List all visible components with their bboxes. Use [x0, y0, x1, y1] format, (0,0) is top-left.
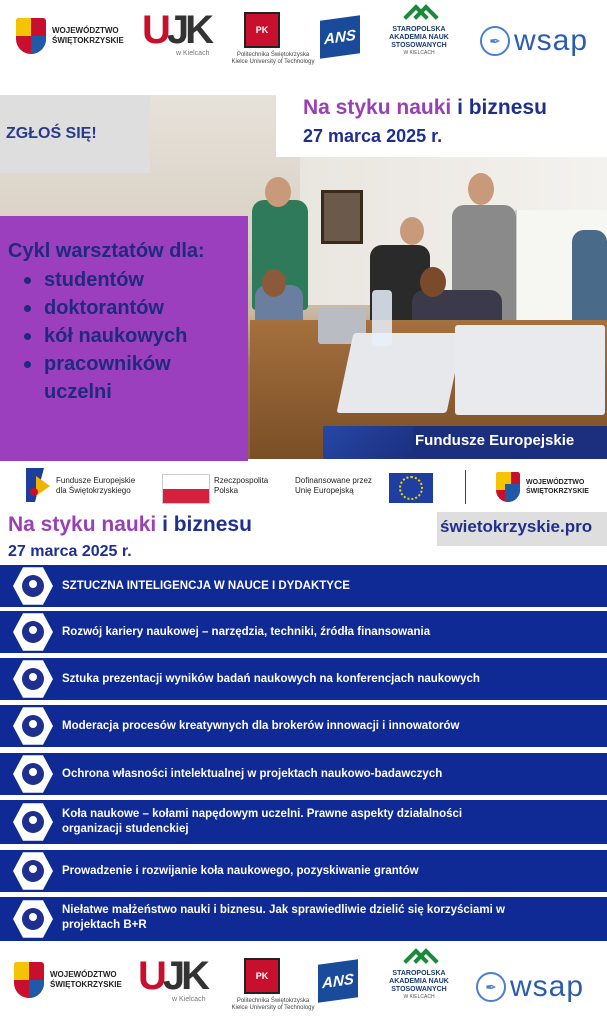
hero-title	[303, 96, 547, 120]
ujk-sub-label: w Kielcach	[172, 996, 206, 1003]
hero-date: 27 marca 2025 r.	[303, 126, 443, 146]
ujk-mark-icon: UJK	[142, 8, 211, 52]
ujk-sub-label: w Kielcach	[176, 50, 210, 57]
fe-line1: Fundusze Europejskie	[56, 476, 136, 485]
eu-flag-icon	[389, 473, 433, 503]
photo-head	[262, 269, 286, 297]
photo-laptop	[336, 333, 463, 413]
wojewodztwo-label: WOJEWÓDZTWO ŚWIĘTOKRZYSKIE	[52, 26, 124, 45]
photo-painting	[321, 190, 363, 244]
wojewodztwo-logo	[14, 962, 128, 998]
website-link[interactable]: świetokrzyskie.pro	[440, 517, 593, 536]
wojewodztwo-logo	[16, 18, 130, 54]
workshop-title: Rozwój kariery naukowej – narzędzia, techniki, źródła finansowania	[62, 626, 431, 638]
ue-logo-text	[295, 476, 372, 496]
pen-icon: ✒	[480, 26, 510, 56]
ujk-mark-icon: UJK	[138, 954, 207, 998]
fe-line2: dla Świętokrzyskiego	[56, 486, 131, 495]
ans-logo	[320, 18, 360, 56]
workshop-title: Prowadzenie i rozwijanie koła naukowego, pozyskiwanie grantów	[62, 865, 419, 877]
workshop-title: Koła naukowe – kołami napędowym uczelni. Prawne aspekty działalności organizacji studenckiej	[62, 808, 463, 835]
pk-icon: PK	[244, 12, 280, 48]
workshop-title: Sztuka prezentacji wyników badań naukowych na konferencjach naukowych	[62, 673, 480, 685]
rp-line1: Rzeczpospolita	[214, 476, 269, 485]
section-title	[8, 513, 252, 537]
ansk-sub-label: W KIELCACH	[403, 50, 435, 56]
ansk-logo	[376, 950, 462, 1000]
audience-item: kół naukowych	[22, 322, 187, 350]
wsap-label: wsap	[514, 24, 589, 57]
photo-head	[420, 267, 446, 297]
photo-head	[468, 173, 494, 205]
ans-icon: ANS	[320, 15, 360, 59]
ans-logo	[318, 962, 358, 1000]
crest-icon	[496, 472, 520, 502]
top-logo-bar	[0, 0, 607, 86]
ansk-logo	[376, 6, 462, 56]
stars-icon	[323, 426, 413, 459]
ansk-mark-icon	[399, 6, 439, 26]
ue-line1: Dofinansowane przez	[295, 476, 372, 485]
ans-icon: ANS	[318, 959, 358, 1003]
cta-label: ZGŁOŚ SIĘ!	[6, 125, 97, 142]
workshop-title: SZTUCZNA INTELIGENCJA W NAUCE I DYDAKTYCE	[62, 580, 350, 592]
section-date: 27 marca 2025 r.	[8, 543, 132, 560]
politechnika-logo	[231, 958, 315, 1011]
audience-heading: Cykl warsztatów dla:	[8, 240, 205, 262]
politechnika-label: Politechnika Świętokrzyska Kielce University of Technology	[231, 52, 315, 65]
fe-logo-icon	[26, 468, 50, 502]
workshop-title: Moderacja procesów kreatywnych dla brokerów innowacji i innowatorów	[62, 720, 460, 732]
fe-logo-text	[56, 476, 135, 496]
photo-head	[265, 177, 291, 207]
ansk-label: STAROPOLSKA AKADEMIA NAUK STOSOWANYCH	[389, 970, 449, 993]
photo-bottle	[372, 290, 392, 346]
pk-icon: PK	[244, 958, 280, 994]
ansk-label: STAROPOLSKA AKADEMIA NAUK STOSOWANYCH	[389, 26, 449, 49]
ansk-mark-icon	[399, 950, 439, 970]
wsap-logo	[476, 970, 584, 1004]
hero-title-part2: i biznesu	[457, 96, 547, 119]
workshop-title: Ochrona własności intelektualnej w projektach naukowo-badawczych	[62, 768, 443, 780]
photo-laptop	[455, 325, 605, 415]
politechnika-label: Politechnika Świętokrzyska Kielce University of Technology	[231, 998, 315, 1011]
audience-item: pracowników uczelni	[22, 350, 184, 406]
audience-list	[22, 266, 187, 406]
rp-logo-text	[214, 476, 268, 496]
hero-title-part1: Na styku nauki	[303, 96, 458, 119]
bottom-logo-bar	[0, 942, 607, 1024]
section-title-part1: Na styku nauki	[8, 513, 163, 536]
fundusze-label: Fundusze Europejskie	[415, 432, 575, 449]
ujk-logo	[138, 954, 207, 1003]
workshop-title: Niełatwe małżeństwo nauki i biznesu. Jak sprawiedliwie dzielić się korzyściami w projektach B+R	[62, 904, 505, 931]
poland-flag-icon	[162, 474, 210, 504]
audience-item: studentów	[22, 266, 187, 294]
wsap-label: wsap	[510, 970, 585, 1003]
ujk-logo	[142, 8, 211, 57]
wsap-logo	[480, 24, 588, 58]
photo-head	[400, 217, 424, 245]
ue-line2: Unię Europejską	[295, 486, 354, 495]
rp-line2: Polska	[214, 486, 239, 495]
wojewodztwo-logo-small	[496, 472, 592, 502]
crest-icon	[16, 18, 46, 54]
funding-divider	[465, 470, 466, 504]
wojewodztwo-small-label: WOJEWÓDZTWO ŚWIĘTOKRZYSKIE	[526, 479, 589, 495]
wojewodztwo-label: WOJEWÓDZTWO ŚWIĘTOKRZYSKIE	[50, 970, 122, 989]
ansk-sub-label: W KIELCACH	[403, 994, 435, 1000]
crest-icon	[14, 962, 44, 998]
audience-item: doktorantów	[22, 294, 187, 322]
politechnika-logo	[231, 12, 315, 65]
pen-icon: ✒	[476, 972, 506, 1002]
section-title-part2: i biznesu	[162, 513, 252, 536]
